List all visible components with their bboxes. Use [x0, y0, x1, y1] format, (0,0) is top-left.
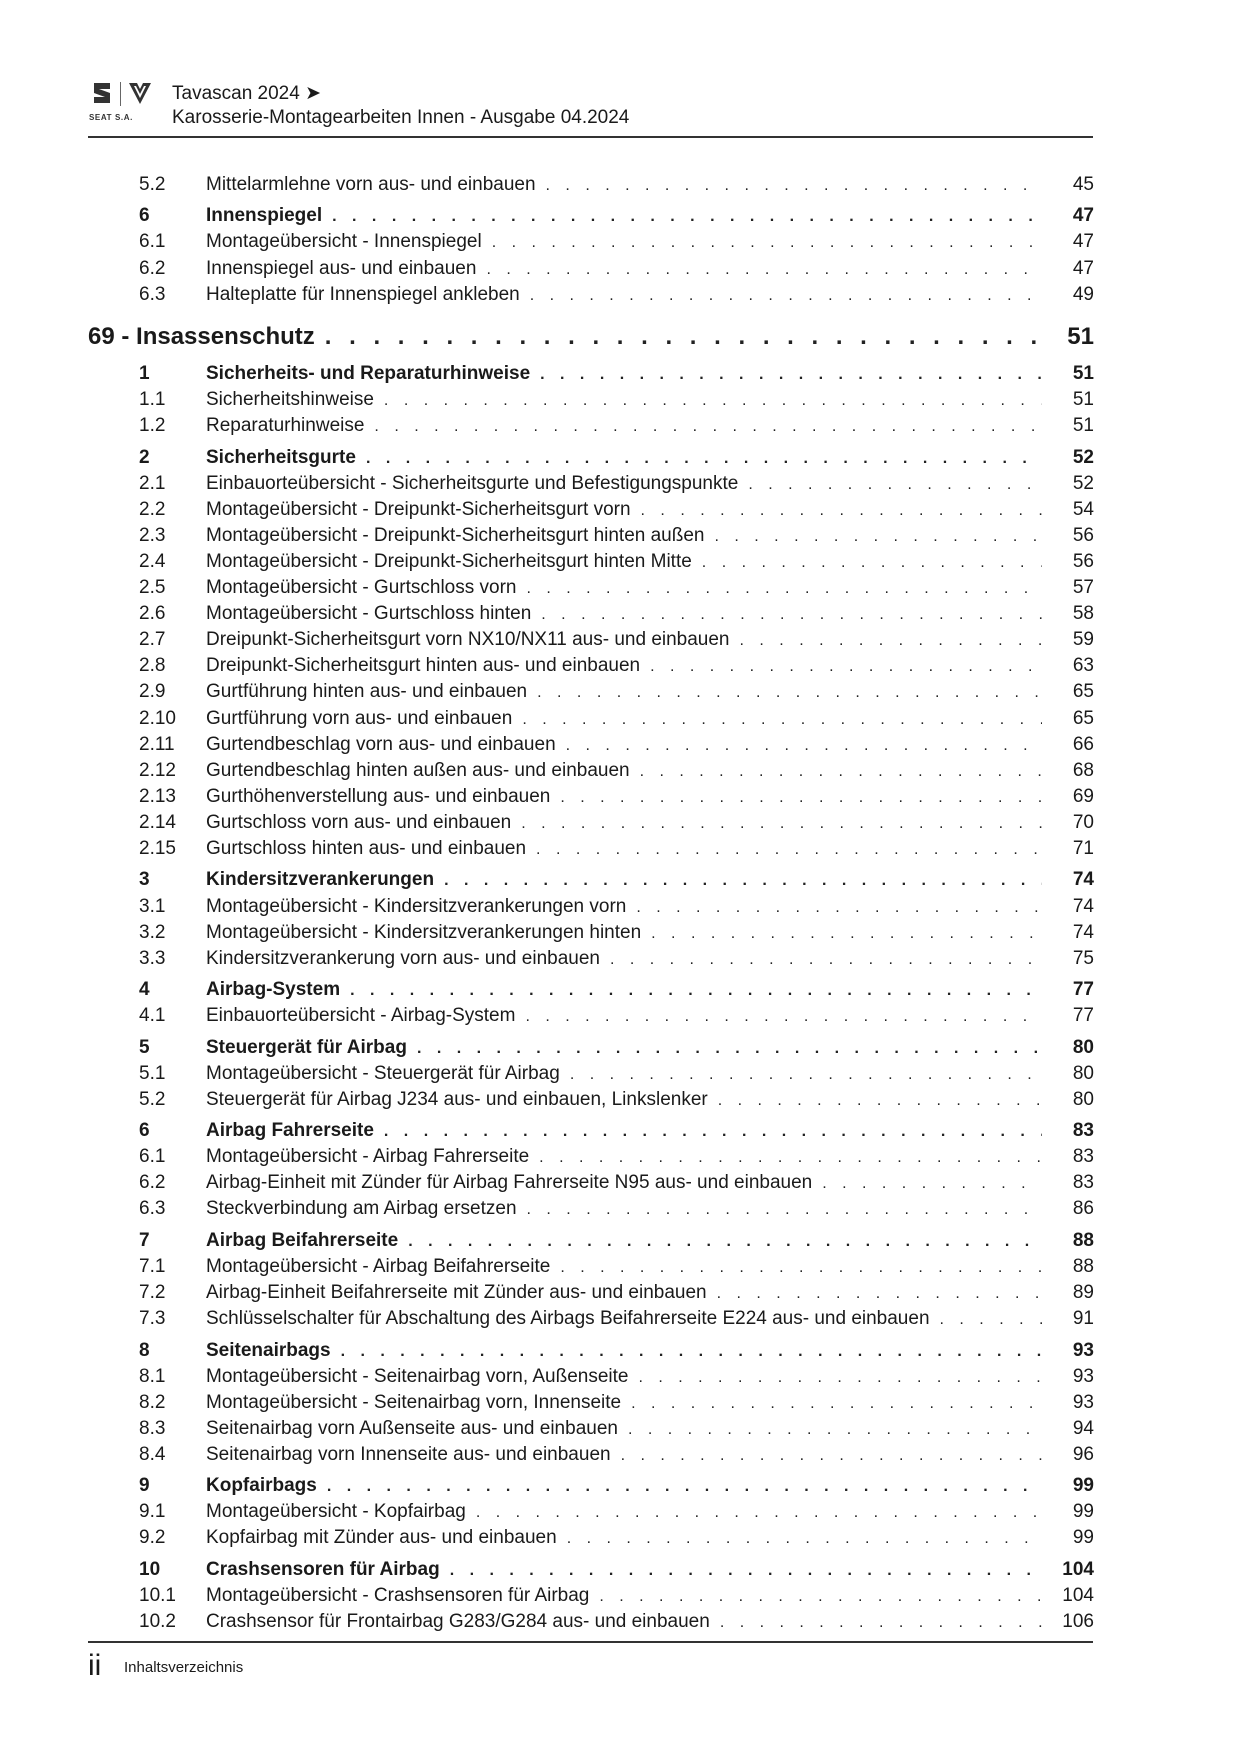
toc-entry[interactable]: [88, 1060, 1094, 1086]
footer-page-number: ii: [88, 1649, 102, 1682]
toc-entry-page: 80: [1072, 1062, 1094, 1084]
toc-entry-title: Montageübersicht - Kopfairbag: [206, 1501, 466, 1523]
dot-leader: [341, 1343, 1042, 1361]
toc-entry-title: Steuergerät für Airbag J234 aus- und einbauen, Linkslenker: [206, 1088, 708, 1110]
toc-entry-title: Montageübersicht - Kindersitzverankerungen hinten: [206, 921, 642, 943]
toc-entry-title: Seitenairbag vorn Innenseite aus- und einbauen: [206, 1443, 611, 1465]
logo-text: SEAT S.A.: [89, 113, 133, 122]
toc-entry-title: Montageübersicht - Airbag Beifahrerseite: [206, 1255, 551, 1277]
toc-entry[interactable]: [88, 281, 1094, 307]
toc-entry[interactable]: [88, 919, 1094, 945]
toc-chapter-entry[interactable]: [88, 1117, 1094, 1143]
toc-entry-title: Steckverbindung am Airbag ersetzen: [206, 1198, 517, 1220]
logo-divider: [120, 82, 121, 106]
toc-entry-title: Sicherheitshinweise: [206, 389, 374, 411]
toc-entry-title: Montageübersicht - Gurtschloss hinten: [206, 603, 532, 625]
dot-leader: [530, 287, 1042, 305]
toc-chapter-entry[interactable]: [88, 1556, 1094, 1582]
toc-entry-title: 69 - Insassenschutz: [88, 322, 315, 350]
toc-entry-page: 70: [1072, 811, 1094, 833]
toc-entry-page: 83: [1072, 1146, 1094, 1168]
toc-entry-page: 52: [1072, 446, 1094, 468]
toc-entry-title: Innenspiegel: [206, 205, 323, 227]
toc-entry-number: 2.2: [139, 498, 166, 520]
toc-entry[interactable]: [88, 228, 1094, 254]
toc-entry-number: 2.5: [139, 577, 166, 599]
toc-entry-page: 83: [1072, 1120, 1094, 1142]
dot-leader: [492, 234, 1042, 252]
dot-leader: [526, 580, 1042, 598]
toc-entry-page: 54: [1072, 498, 1094, 520]
toc-entry-title: Kindersitzverankerungen: [206, 869, 435, 891]
dot-leader: [610, 951, 1042, 969]
toc-entry-number: 6.3: [139, 283, 166, 305]
toc-entry[interactable]: [88, 652, 1094, 678]
dot-leader: [539, 1149, 1042, 1167]
toc-entry-title: Montageübersicht - Dreipunkt-Sicherheitsgurt vorn: [206, 498, 631, 520]
toc-entry-page: 45: [1072, 174, 1094, 195]
toc-entry-page: 47: [1072, 205, 1094, 227]
toc-entry-page: 104: [1062, 1558, 1094, 1580]
dot-leader: [525, 1008, 1042, 1026]
toc-entry-number: 2.1: [139, 472, 166, 494]
toc-entry-page: 99: [1072, 1475, 1094, 1497]
toc-entry-number: 6: [139, 1120, 150, 1142]
toc-entry-number: 2.10: [139, 707, 176, 729]
toc-entry-page: 93: [1072, 1391, 1094, 1413]
toc-entry-number: 2.11: [139, 733, 175, 755]
page-header: [88, 80, 1093, 138]
toc-entry-number: 2.9: [139, 681, 166, 703]
toc-entry-title: Steuergerät für Airbag: [206, 1036, 407, 1058]
toc-entry-page: 88: [1072, 1255, 1094, 1277]
toc-entry-title: Dreipunkt-Sicherheitsgurt hinten aus- und einbauen: [206, 655, 641, 677]
toc-entry-number: 1: [139, 363, 150, 385]
toc-entry[interactable]: [88, 1498, 1094, 1524]
toc-entry-number: 6.1: [139, 231, 166, 253]
toc-entry-number: 7: [139, 1229, 150, 1251]
toc-entry[interactable]: [88, 548, 1094, 574]
toc-chapter-entry[interactable]: [88, 1034, 1094, 1060]
toc-entry-page: 91: [1072, 1308, 1094, 1330]
toc-entry-number: 8.1: [139, 1365, 166, 1387]
toc-entry-number: 7.1: [139, 1255, 166, 1277]
toc-entry-title: Crashsensor für Frontairbag G283/G284 aus- und einbauen: [206, 1611, 710, 1633]
dot-leader: [702, 554, 1042, 572]
toc-entry-number: 3: [139, 869, 150, 891]
toc-entry-number: 5.2: [139, 1088, 166, 1110]
dot-leader: [940, 1311, 1042, 1329]
toc-entry-page: 80: [1072, 1036, 1094, 1058]
toc-entry-page: 77: [1072, 979, 1094, 1001]
toc-entry-number: 10.2: [139, 1611, 176, 1633]
toc-entry-page: 80: [1072, 1088, 1094, 1110]
toc-entry-title: Mittelarmlehne vorn aus- und einbauen: [206, 174, 536, 195]
toc-chapter-entry[interactable]: [88, 360, 1094, 386]
toc-entry[interactable]: [88, 1002, 1094, 1028]
toc-entry-page: 56: [1072, 551, 1094, 573]
dot-leader: [541, 606, 1042, 624]
toc-entry[interactable]: [88, 522, 1094, 548]
toc-entry[interactable]: [88, 1363, 1094, 1389]
toc-entry[interactable]: [88, 1086, 1094, 1112]
toc-entry[interactable]: [88, 470, 1094, 496]
toc-entry-title: Einbauorteübersicht - Airbag-System: [206, 1005, 516, 1027]
toc-entry-page: 47: [1072, 231, 1094, 253]
toc-entry-number: 1.1: [139, 389, 166, 411]
dot-leader: [748, 476, 1042, 494]
toc-entry-title: Montageübersicht - Innenspiegel: [206, 231, 482, 253]
toc-entry-number: 6.3: [139, 1198, 166, 1220]
toc-entry[interactable]: [88, 1582, 1094, 1608]
toc-entry-page: 88: [1072, 1229, 1094, 1251]
toc-entry-number: 2.12: [139, 759, 176, 781]
dot-leader: [638, 1369, 1042, 1387]
toc-entry-page: 77: [1072, 1005, 1094, 1027]
toc-entry-title: Airbag-System: [206, 979, 341, 1001]
toc-entry[interactable]: [88, 386, 1094, 412]
dot-leader: [540, 366, 1042, 384]
toc-entry-title: Gurtschloss vorn aus- und einbauen: [206, 811, 512, 833]
dot-leader: [374, 418, 1042, 436]
toc-entry-number: 3.3: [139, 947, 166, 969]
toc-entry-page: 71: [1072, 838, 1094, 860]
toc-entry-title: Montageübersicht - Dreipunkt-Sicherheitsgurt hinten Mitte: [206, 551, 692, 573]
toc-entry-number: 5.2: [139, 174, 166, 195]
toc-entry-number: 2.15: [139, 838, 176, 860]
toc-entry-page: 65: [1072, 681, 1094, 703]
toc-entry[interactable]: [88, 809, 1094, 835]
dot-leader: [486, 261, 1042, 279]
dot-leader: [640, 763, 1042, 781]
toc-entry[interactable]: [88, 600, 1094, 626]
toc-entry-number: 9: [139, 1475, 150, 1497]
toc-entry[interactable]: [88, 255, 1094, 281]
document-subtitle: Karosserie-Montagearbeiten Innen - Ausgabe 04.2024: [172, 107, 630, 128]
toc-entry-title: Einbauorteübersicht - Sicherheitsgurte und Befestigungspunkte: [206, 472, 739, 494]
dot-leader: [408, 1233, 1042, 1251]
toc-entry[interactable]: [88, 1169, 1094, 1195]
toc-entry-page: 74: [1072, 895, 1094, 917]
toc-entry-page: 93: [1072, 1339, 1094, 1361]
toc-entry[interactable]: [88, 1143, 1094, 1169]
toc-entry[interactable]: [88, 574, 1094, 600]
toc-entry-page: 51: [1072, 363, 1094, 385]
toc-entry-page: 74: [1072, 869, 1094, 891]
toc-entry-title: Montageübersicht - Steuergerät für Airbag: [206, 1062, 560, 1084]
toc-entry-title: Dreipunkt-Sicherheitsgurt vorn NX10/NX11 aus- und einbauen: [206, 629, 730, 651]
toc-entry-title: Gurtführung hinten aus- und einbauen: [206, 681, 528, 703]
toc-chapter-entry[interactable]: [88, 1472, 1094, 1498]
toc-entry[interactable]: [88, 731, 1094, 757]
toc-entry-number: 2.13: [139, 785, 176, 807]
toc-entry-number: 9.2: [139, 1527, 166, 1549]
toc-entry-page: 96: [1072, 1443, 1094, 1465]
toc-entry[interactable]: [88, 412, 1094, 438]
toc-entry-number: 7.2: [139, 1282, 166, 1304]
toc-entry[interactable]: [88, 1195, 1094, 1221]
toc-entry-title: Montageübersicht - Kindersitzverankerungen vorn: [206, 895, 627, 917]
toc-entry-page: 56: [1072, 524, 1094, 546]
toc-entry-number: 6.1: [139, 1146, 166, 1168]
toc-entry-page: 65: [1072, 707, 1094, 729]
dot-leader: [628, 1421, 1042, 1439]
toc-entry-page: 51: [1072, 389, 1094, 411]
toc-entry-title: Kopfairbag mit Zünder aus- und einbauen: [206, 1527, 557, 1549]
toc-entry[interactable]: [88, 1389, 1094, 1415]
toc-entry-page: 57: [1072, 577, 1094, 599]
toc-entry-title: Gurthöhenverstellung aus- und einbauen: [206, 785, 551, 807]
dot-leader: [417, 1040, 1042, 1058]
toc-entry-number: 8.3: [139, 1417, 166, 1439]
dot-leader: [560, 1259, 1042, 1277]
toc-entry[interactable]: [88, 945, 1094, 971]
toc-entry[interactable]: [88, 783, 1094, 809]
dot-leader: [651, 925, 1042, 943]
dot-leader: [476, 1504, 1042, 1522]
seat-logo: [88, 80, 150, 128]
dot-leader: [822, 1175, 1042, 1193]
table-of-contents: [88, 171, 1094, 1634]
toc-entry[interactable]: [88, 1305, 1094, 1331]
dot-leader: [599, 1588, 1042, 1606]
dot-leader: [536, 841, 1042, 859]
toc-chapter-entry[interactable]: [88, 1337, 1094, 1363]
dot-leader: [740, 632, 1042, 650]
toc-entry-title: Schlüsselschalter für Abschaltung des Airbags Beifahrerseite E224 aus- und einbauen: [206, 1308, 930, 1330]
toc-entry-number: 8: [139, 1339, 150, 1361]
toc-entry-title: Montageübersicht - Dreipunkt-Sicherheitsgurt hinten außen: [206, 524, 705, 546]
toc-entry-page: 83: [1072, 1172, 1094, 1194]
toc-chapter-entry[interactable]: [88, 202, 1094, 228]
seat-s-icon: [92, 80, 112, 106]
toc-entry[interactable]: [88, 893, 1094, 919]
toc-entry-number: 7.3: [139, 1308, 166, 1330]
toc-entry-page: 94: [1072, 1417, 1094, 1439]
dot-leader: [567, 1530, 1042, 1548]
toc-entry-page: 59: [1072, 629, 1094, 651]
toc-entry-page: 47: [1072, 257, 1094, 279]
toc-entry-page: 93: [1072, 1365, 1094, 1387]
toc-entry-page: 99: [1072, 1501, 1094, 1523]
toc-entry-title: Airbag-Einheit mit Zünder für Airbag Fahrerseite N95 aus- und einbauen: [206, 1172, 813, 1194]
footer-label: Inhaltsverzeichnis: [124, 1659, 244, 1676]
toc-entry-number: 1.2: [139, 415, 166, 437]
toc-chapter-entry[interactable]: [88, 976, 1094, 1002]
toc-entry-page: 75: [1072, 947, 1094, 969]
dot-leader: [384, 1123, 1042, 1141]
toc-entry[interactable]: [88, 705, 1094, 731]
toc-entry[interactable]: [88, 1441, 1094, 1467]
toc-entry-title: Montageübersicht - Seitenairbag vorn, Außenseite: [206, 1365, 629, 1387]
toc-entry-page: 104: [1062, 1584, 1094, 1606]
toc-entry[interactable]: [88, 171, 1094, 197]
toc-entry-title: Kindersitzverankerung vorn aus- und einbauen: [206, 947, 600, 969]
toc-entry[interactable]: [88, 496, 1094, 522]
dot-leader: [521, 815, 1042, 833]
dot-leader: [527, 1201, 1042, 1219]
toc-entry[interactable]: [88, 626, 1094, 652]
dot-leader: [636, 899, 1042, 917]
toc-entry-page: 69: [1072, 785, 1094, 807]
toc-entry[interactable]: [88, 1253, 1094, 1279]
dot-leader: [325, 323, 1042, 351]
toc-entry[interactable]: [88, 1524, 1094, 1550]
toc-entry-page: 99: [1072, 1527, 1094, 1549]
dot-leader: [621, 1447, 1042, 1465]
toc-entry-number: 6.2: [139, 1172, 166, 1194]
dot-leader: [444, 872, 1042, 890]
toc-entry-title: Gurtführung vorn aus- und einbauen: [206, 707, 513, 729]
toc-entry-page: 51: [1067, 322, 1094, 350]
dot-leader: [570, 1066, 1042, 1084]
toc-entry[interactable]: [88, 1608, 1094, 1634]
toc-entry-title: Gurtschloss hinten aus- und einbauen: [206, 838, 527, 860]
toc-entry-number: 2.3: [139, 524, 166, 546]
toc-entry-title: Innenspiegel aus- und einbauen: [206, 257, 477, 279]
dot-leader: [327, 1478, 1042, 1496]
toc-entry-title: Montageübersicht - Gurtschloss vorn: [206, 577, 517, 599]
toc-entry-page: 106: [1062, 1611, 1094, 1633]
toc-entry-number: 2: [139, 446, 150, 468]
toc-entry-number: 10: [139, 1558, 161, 1580]
dot-leader: [631, 1395, 1042, 1413]
toc-part-entry[interactable]: [88, 321, 1094, 355]
toc-entry-page: 52: [1072, 472, 1094, 494]
toc-entry-number: 10.1: [139, 1584, 176, 1606]
toc-entry-number: 6.2: [139, 257, 166, 279]
toc-entry-title: Airbag Fahrerseite: [206, 1120, 374, 1142]
toc-entry-title: Halteplatte für Innenspiegel ankleben: [206, 283, 520, 305]
toc-entry[interactable]: [88, 678, 1094, 704]
toc-entry-number: 4.1: [139, 1005, 166, 1027]
toc-chapter-entry[interactable]: [88, 1227, 1094, 1253]
page-footer: [88, 1641, 1093, 1683]
toc-entry-page: 49: [1072, 283, 1094, 305]
toc-chapter-entry[interactable]: [88, 444, 1094, 470]
toc-entry-number: 2.6: [139, 603, 166, 625]
toc-entry-page: 66: [1072, 733, 1094, 755]
dot-leader: [641, 502, 1042, 520]
toc-entry-title: Seitenairbag vorn Außenseite aus- und einbauen: [206, 1417, 618, 1439]
dot-leader: [718, 1092, 1042, 1110]
toc-entry-title: Kopfairbags: [206, 1475, 317, 1497]
toc-entry-title: Airbag-Einheit Beifahrerseite mit Zünder aus- und einbauen: [206, 1282, 707, 1304]
toc-entry-page: 51: [1072, 415, 1094, 437]
toc-entry-title: Sicherheits- und Reparaturhinweise: [206, 363, 531, 385]
cupra-icon: [128, 80, 152, 106]
toc-entry-number: 6: [139, 205, 150, 227]
toc-entry-number: 4: [139, 979, 150, 1001]
toc-entry-page: 63: [1072, 655, 1094, 677]
dot-leader: [546, 177, 1042, 195]
toc-entry-title: Gurtendbeschlag vorn aus- und einbauen: [206, 733, 556, 755]
dot-leader: [522, 711, 1042, 729]
toc-entry-title: Sicherheitsgurte: [206, 446, 356, 468]
toc-entry-number: 8.4: [139, 1443, 166, 1465]
toc-entry-title: Gurtendbeschlag hinten außen aus- und einbauen: [206, 759, 630, 781]
toc-entry[interactable]: [88, 1415, 1094, 1441]
toc-entry-page: 89: [1072, 1282, 1094, 1304]
toc-entry-title: Seitenairbags: [206, 1339, 331, 1361]
dot-leader: [366, 450, 1042, 468]
toc-entry-number: 5: [139, 1036, 150, 1058]
toc-entry-page: 74: [1072, 921, 1094, 943]
dot-leader: [450, 1562, 1042, 1580]
toc-entry[interactable]: [88, 835, 1094, 861]
toc-entry-title: Airbag Beifahrerseite: [206, 1229, 399, 1251]
toc-entry-page: 86: [1072, 1198, 1094, 1220]
dot-leader: [650, 658, 1042, 676]
toc-entry-number: 3.1: [139, 895, 166, 917]
dot-leader: [332, 208, 1042, 226]
toc-entry-number: 2.7: [139, 629, 166, 651]
toc-entry-title: Reparaturhinweise: [206, 415, 365, 437]
dot-leader: [537, 684, 1042, 702]
toc-entry[interactable]: [88, 757, 1094, 783]
toc-entry-page: 68: [1072, 759, 1094, 781]
dot-leader: [717, 1285, 1042, 1303]
dot-leader: [566, 737, 1042, 755]
toc-entry-number: 3.2: [139, 921, 166, 943]
dot-leader: [720, 1614, 1042, 1632]
toc-entry-number: 8.2: [139, 1391, 166, 1413]
toc-entry-title: Crashsensoren für Airbag: [206, 1558, 440, 1580]
toc-entry-number: 9.1: [139, 1501, 166, 1523]
toc-entry-title: Montageübersicht - Airbag Fahrerseite: [206, 1146, 530, 1168]
toc-entry-title: Montageübersicht - Seitenairbag vorn, Innenseite: [206, 1391, 622, 1413]
document-title: Tavascan 2024 ➤: [172, 83, 322, 104]
toc-entry-title: Montageübersicht - Crashsensoren für Airbag: [206, 1584, 590, 1606]
dot-leader: [715, 528, 1043, 546]
toc-entry-number: 2.14: [139, 811, 176, 833]
toc-entry-page: 58: [1072, 603, 1094, 625]
dot-leader: [560, 789, 1042, 807]
toc-entry[interactable]: [88, 1279, 1094, 1305]
toc-entry-number: 5.1: [139, 1062, 166, 1084]
dot-leader: [384, 392, 1042, 410]
dot-leader: [350, 982, 1042, 1000]
toc-entry-number: 2.8: [139, 655, 166, 677]
toc-entry-number: 2.4: [139, 551, 166, 573]
toc-chapter-entry[interactable]: [88, 866, 1094, 892]
